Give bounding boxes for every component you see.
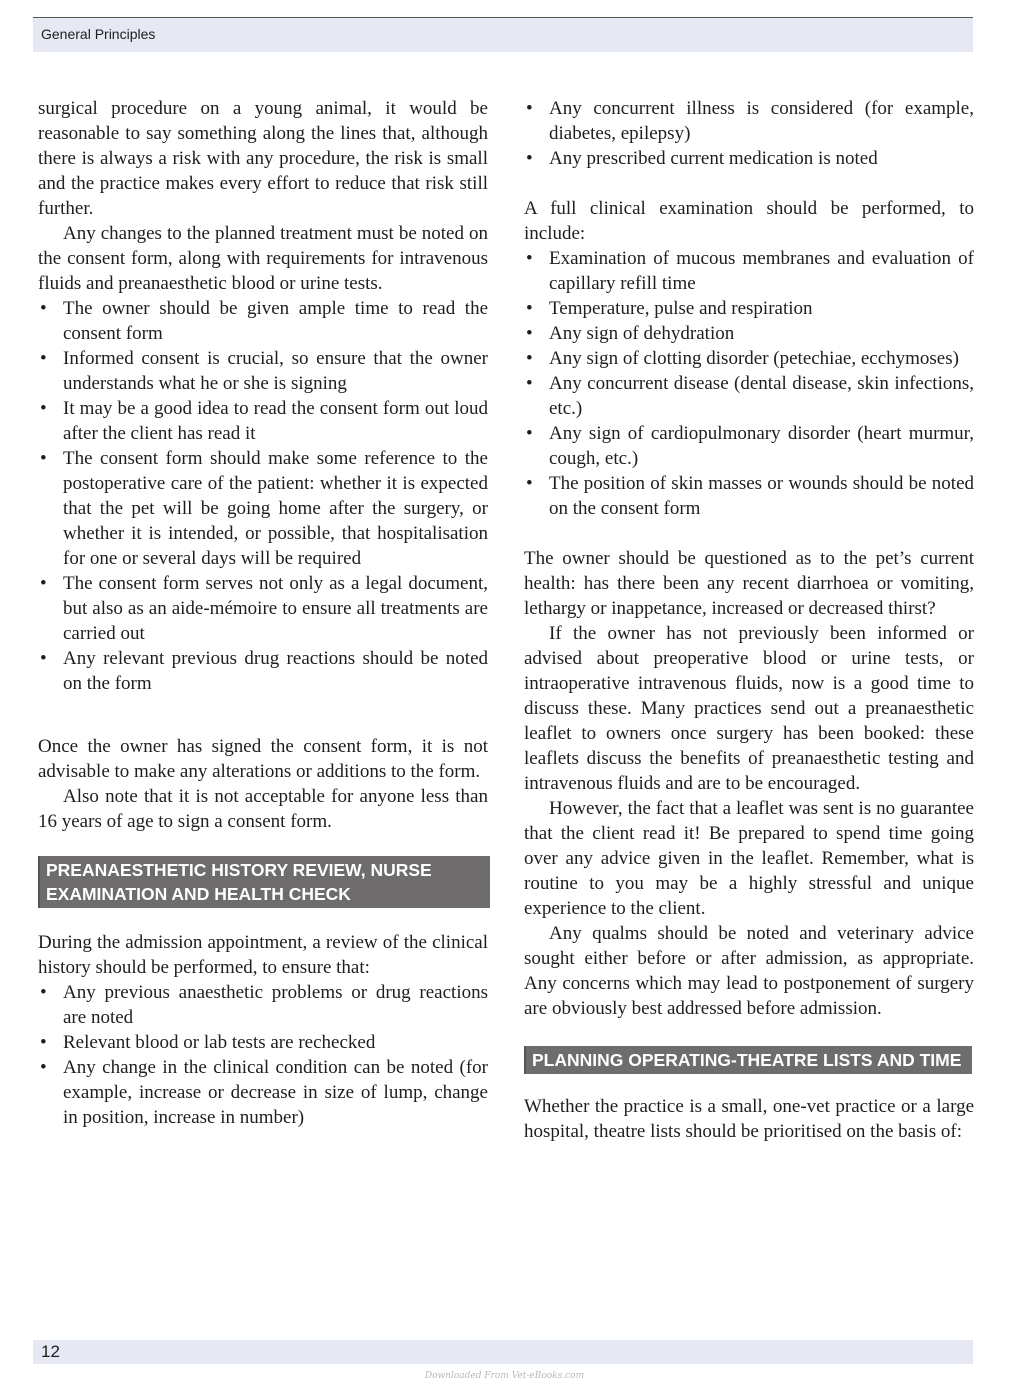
running-header bbox=[33, 17, 973, 52]
body-paragraph: Whether the practice is a small, one-vet practice or a large hospital, theatre lists should be prioritised on the basis of: bbox=[524, 1096, 974, 1142]
bullet-icon: • bbox=[40, 573, 47, 594]
list-item bbox=[524, 321, 974, 346]
list-item bbox=[524, 346, 974, 371]
list-item-text: Examination of mucous membranes and evaluation of capillary refill time bbox=[549, 248, 974, 294]
list-item bbox=[524, 246, 974, 296]
body-paragraph: If the owner has not previously been informed or advised about preoperative blood or urine tests, or intraoperative intravenous fluids, now is a good time to discuss these. Many practices send out a preanaesthetic leaflet to owners once surgery has been booked: these leaflets discuss the benefits of preanaesthetic testing and intravenous fluids and are to be encouraged. bbox=[524, 623, 974, 794]
list-item-text: The consent form serves not only as a legal document, but also as an aide-mémoire to ensure all treatments are carried out bbox=[63, 573, 488, 644]
list-item-text: Any change in the clinical condition can be noted (for example, increase or decrease in size of lump, change in position, increase in number) bbox=[63, 1057, 488, 1128]
bullet-icon: • bbox=[526, 148, 533, 169]
bullet-icon: • bbox=[526, 423, 533, 444]
list-item bbox=[524, 146, 974, 171]
running-header-title: General Principles bbox=[41, 26, 156, 42]
list-item bbox=[524, 371, 974, 421]
list-item bbox=[38, 571, 488, 646]
list-item-text: Any prescribed current medication is noted bbox=[549, 148, 878, 169]
section-heading: PLANNING OPERATING-THEATRE LISTS AND TIME bbox=[524, 1046, 972, 1074]
bullet-icon: • bbox=[526, 473, 533, 494]
history-bullet-list bbox=[38, 980, 488, 1130]
spacer bbox=[38, 696, 488, 734]
body-paragraph: The owner should be questioned as to the pet’s current health: has there been any recent diarrhoea or vomiting, lethargy or inappetance, increased or decreased thirst? bbox=[524, 548, 974, 619]
bullet-icon: • bbox=[526, 248, 533, 269]
list-item-text: The owner should be given ample time to read the consent form bbox=[63, 298, 488, 344]
body-paragraph: surgical procedure on a young animal, it would be reasonable to say something along the lines that, although there is always a risk with any procedure, the risk is small and the practice makes every effort to reduce that risk still further. bbox=[38, 98, 488, 219]
consent-bullet-list bbox=[38, 296, 488, 696]
bullet-icon: • bbox=[40, 298, 47, 319]
list-item-text: The position of skin masses or wounds should be noted on the consent form bbox=[549, 473, 974, 519]
list-item-text: Relevant blood or lab tests are rechecked bbox=[63, 1032, 376, 1053]
bullet-icon: • bbox=[40, 448, 47, 469]
list-item-text: Any previous anaesthetic problems or drug reactions are noted bbox=[63, 982, 488, 1028]
exam-bullet-list bbox=[524, 246, 974, 521]
bullet-icon: • bbox=[526, 348, 533, 369]
watermark: Downloaded From Vet-eBooks.com bbox=[424, 1371, 585, 1381]
page-footer bbox=[33, 1340, 973, 1364]
bullet-icon: • bbox=[40, 1032, 47, 1053]
bullet-icon: • bbox=[40, 1057, 47, 1078]
spacer bbox=[524, 521, 974, 546]
list-item bbox=[38, 446, 488, 571]
list-item bbox=[38, 296, 488, 346]
bullet-icon: • bbox=[40, 398, 47, 419]
right-column bbox=[524, 96, 974, 1144]
body-paragraph: Any changes to the planned treatment must be noted on the consent form, along with requirements for intravenous fluids and preanaesthetic blood or urine tests. bbox=[38, 223, 488, 294]
body-paragraph: During the admission appointment, a review of the clinical history should be performed, to ensure that: bbox=[38, 932, 488, 978]
list-item-text: Any sign of clotting disorder (petechiae, ecchymoses) bbox=[549, 348, 959, 369]
bullet-icon: • bbox=[526, 373, 533, 394]
list-item bbox=[38, 1055, 488, 1130]
list-item-text: Any relevant previous drug reactions should be noted on the form bbox=[63, 648, 488, 694]
left-column bbox=[38, 96, 488, 1130]
list-item bbox=[38, 646, 488, 696]
body-paragraph: Any qualms should be noted and veterinary advice sought either before or after admission, as appropriate. Any concerns which may lead to postponement of surgery are obviously best addressed before admission. bbox=[524, 923, 974, 1019]
page-number: 12 bbox=[41, 1342, 60, 1361]
list-item bbox=[524, 421, 974, 471]
bullet-icon: • bbox=[40, 982, 47, 1003]
list-item-text: Temperature, pulse and respiration bbox=[549, 298, 813, 319]
body-paragraph: Once the owner has signed the consent form, it is not advisable to make any alterations or additions to the form. bbox=[38, 736, 488, 782]
body-paragraph: Also note that it is not acceptable for anyone less than 16 years of age to sign a consent form. bbox=[38, 786, 488, 832]
list-item-text: It may be a good idea to read the consent form out loud after the client has read it bbox=[63, 398, 488, 444]
bullet-icon: • bbox=[526, 98, 533, 119]
history-bullet-list-continued bbox=[524, 96, 974, 171]
list-item-text: Informed consent is crucial, so ensure that the owner understands what he or she is signing bbox=[63, 348, 488, 394]
bullet-icon: • bbox=[40, 648, 47, 669]
list-item bbox=[38, 346, 488, 396]
list-item bbox=[524, 471, 974, 521]
list-item bbox=[524, 296, 974, 321]
list-item bbox=[524, 96, 974, 146]
body-paragraph: A full clinical examination should be performed, to include: bbox=[524, 198, 974, 244]
list-item bbox=[38, 980, 488, 1030]
list-item-text: Any sign of dehydration bbox=[549, 323, 735, 344]
list-item bbox=[38, 1030, 488, 1055]
list-item-text: The consent form should make some reference to the postoperative care of the patient: whether it is expected that the pet will be going home after the surgery, or whether it is intended, or possible, that hospitalisation for one or several days will be required bbox=[63, 448, 488, 569]
section-heading: PREANAESTHETIC HISTORY REVIEW, NURSE EXAMINATION AND HEALTH CHECK bbox=[38, 856, 490, 908]
list-item-text: Any concurrent illness is considered (for example, diabetes, epilepsy) bbox=[549, 98, 974, 144]
body-paragraph: However, the fact that a leaflet was sent is no guarantee that the client read it! Be prepared to spend time going over any advice given in the leaflet. Remember, what is routine to you may be a highly stressful and unique experience to the client. bbox=[524, 798, 974, 919]
list-item-text: Any sign of cardiopulmonary disorder (heart murmur, cough, etc.) bbox=[549, 423, 974, 469]
bullet-icon: • bbox=[526, 298, 533, 319]
bullet-icon: • bbox=[526, 323, 533, 344]
list-item-text: Any concurrent disease (dental disease, skin infections, etc.) bbox=[549, 373, 974, 419]
spacer bbox=[524, 171, 974, 196]
bullet-icon: • bbox=[40, 348, 47, 369]
list-item bbox=[38, 396, 488, 446]
